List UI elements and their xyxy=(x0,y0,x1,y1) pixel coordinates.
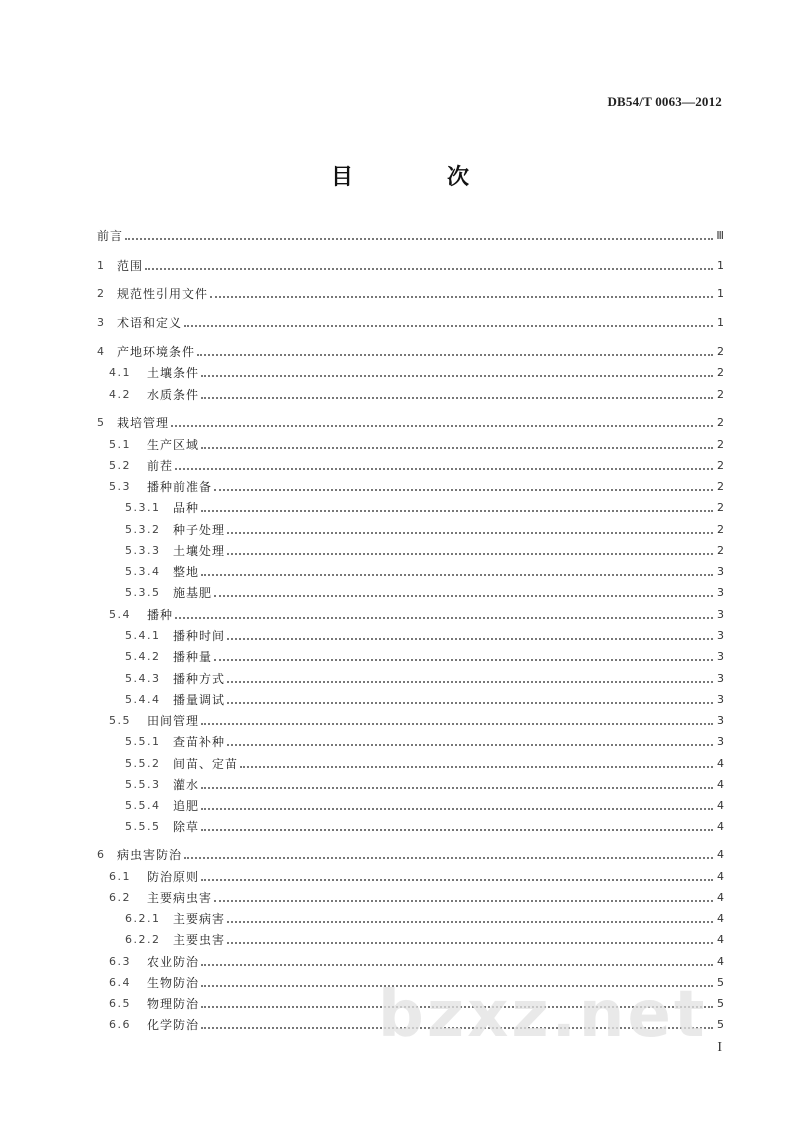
toc-entry-page: 3 xyxy=(717,650,724,663)
toc-entry-title: 田间管理 xyxy=(147,714,200,728)
toc-leader-dots xyxy=(201,707,713,725)
toc-leader-dots xyxy=(227,665,713,683)
toc-leader-dots xyxy=(175,452,713,470)
toc-entry-number: 6.5 xyxy=(109,997,131,1010)
toc-entry-page: 3 xyxy=(717,629,724,642)
toc-entry-title: 范围 xyxy=(117,259,144,273)
toc-entry[interactable] xyxy=(97,543,724,559)
toc-entry-number: 5.5 xyxy=(109,714,131,727)
toc-entry-page: 3 xyxy=(717,672,724,685)
toc-entry-number: 5.3.4 xyxy=(125,565,161,578)
toc-entry-number: 4.1 xyxy=(109,366,131,379)
toc-entry[interactable] xyxy=(97,847,724,863)
toc-entry-number: 5 xyxy=(97,416,106,429)
toc-entry-page: 1 xyxy=(717,259,724,272)
toc-leader-dots xyxy=(227,537,713,555)
toc-entry-page: 4 xyxy=(717,912,724,925)
toc-entry-number: 5.1 xyxy=(109,438,131,451)
toc-leader-dots xyxy=(214,884,713,902)
toc-leader-dots xyxy=(201,359,713,377)
toc-entry[interactable] xyxy=(97,819,724,835)
toc-entry-page: 3 xyxy=(717,735,724,748)
toc-leader-dots xyxy=(201,990,713,1008)
toc-entry[interactable] xyxy=(97,671,724,687)
toc-entry-page: 2 xyxy=(717,366,724,379)
toc-entry[interactable] xyxy=(97,1017,724,1033)
toc-entry-page: 3 xyxy=(717,586,724,599)
toc-entry-title: 生物防治 xyxy=(147,976,200,990)
toc-entry-page: 2 xyxy=(717,523,724,536)
toc-leader-dots xyxy=(184,841,713,859)
toc-entry-number: 5.3.2 xyxy=(125,523,161,536)
toc-entry-page: 2 xyxy=(717,416,724,429)
toc-leader-dots xyxy=(214,473,713,491)
toc-entry-number: 5.3.5 xyxy=(125,586,161,599)
toc-leader-dots xyxy=(201,381,713,399)
toc-entry[interactable] xyxy=(97,890,724,906)
toc-entry-number: 6.6 xyxy=(109,1018,131,1031)
toc-entry[interactable] xyxy=(97,954,724,970)
toc-entry-title: 术语和定义 xyxy=(117,316,183,330)
toc-entry-title: 播量调试 xyxy=(173,693,226,707)
toc-entry-number: 4 xyxy=(97,345,106,358)
toc-leader-dots xyxy=(201,771,713,789)
toc-entry-page: 5 xyxy=(717,997,724,1010)
toc-leader-dots xyxy=(171,409,713,427)
toc-entry-page: 1 xyxy=(717,316,724,329)
toc-entry-page: 4 xyxy=(717,820,724,833)
toc-leader-dots xyxy=(214,579,713,597)
toc-entry-page: Ⅲ xyxy=(716,229,724,242)
toc-leader-dots xyxy=(227,686,713,704)
toc-entry[interactable] xyxy=(97,932,724,948)
toc-leader-dots xyxy=(201,1011,713,1029)
toc-entry-number: 5.4.3 xyxy=(125,672,161,685)
toc-leader-dots xyxy=(201,863,713,881)
toc-entry[interactable] xyxy=(97,975,724,991)
toc-entry-page: 2 xyxy=(717,388,724,401)
toc-leader-dots xyxy=(125,222,713,240)
toc-entry-title: 土壤条件 xyxy=(147,366,200,380)
toc-entry-page: 5 xyxy=(717,976,724,989)
toc-entry[interactable] xyxy=(97,458,724,474)
toc-leader-dots xyxy=(227,926,713,944)
toc-entry-number: 5.5.4 xyxy=(125,799,161,812)
toc-leader-dots xyxy=(210,280,713,298)
toc-entry[interactable] xyxy=(97,756,724,772)
toc-entry-page: 2 xyxy=(717,459,724,472)
toc-entry-title: 规范性引用文件 xyxy=(117,287,209,301)
toc-leader-dots xyxy=(184,309,713,327)
toc-entry-page: 3 xyxy=(717,565,724,578)
toc-entry[interactable] xyxy=(97,344,724,360)
toc-entry[interactable] xyxy=(97,228,724,244)
toc-entry-page: 4 xyxy=(717,799,724,812)
toc-entry-number: 5.3.3 xyxy=(125,544,161,557)
toc-entry-page: 2 xyxy=(717,480,724,493)
toc-entry-page: 5 xyxy=(717,1018,724,1031)
toc-leader-dots xyxy=(201,431,713,449)
toc-entry-title: 播种时间 xyxy=(173,629,226,643)
toc-entry-page: 1 xyxy=(717,287,724,300)
toc-entry-title: 物理防治 xyxy=(147,997,200,1011)
toc-entry-number: 5.4.4 xyxy=(125,693,161,706)
toc-entry[interactable] xyxy=(97,734,724,750)
toc-entry[interactable] xyxy=(97,365,724,381)
toc-entry-number: 5.4 xyxy=(109,608,131,621)
toc-entry-number: 6.2.2 xyxy=(125,933,161,946)
toc-entry-number: 4.2 xyxy=(109,388,131,401)
toc-entry[interactable] xyxy=(97,607,724,623)
toc-entry-title: 农业防治 xyxy=(147,955,200,969)
toc-entry-page: 3 xyxy=(717,693,724,706)
toc-entry-title: 播种方式 xyxy=(173,672,226,686)
toc-entry-title: 水质条件 xyxy=(147,388,200,402)
toc-entry-title: 播种量 xyxy=(173,650,213,664)
page-number: I xyxy=(717,1040,722,1055)
toc-entry-title: 主要病害 xyxy=(173,912,226,926)
toc-entry-number: 5.5.1 xyxy=(125,735,161,748)
toc-entry-page: 4 xyxy=(717,955,724,968)
toc-entry-page: 2 xyxy=(717,345,724,358)
toc-entry[interactable] xyxy=(97,315,724,331)
toc-entry-number: 5.5.5 xyxy=(125,820,161,833)
toc-entry-title: 化学防治 xyxy=(147,1018,200,1032)
toc-entry[interactable] xyxy=(97,479,724,495)
toc-entry[interactable] xyxy=(97,798,724,814)
toc-entry-number: 6.1 xyxy=(109,870,131,883)
toc-leader-dots xyxy=(240,750,713,768)
toc-entry[interactable] xyxy=(97,387,724,403)
toc-entry-number: 5.4.1 xyxy=(125,629,161,642)
toc-entry-page: 2 xyxy=(717,544,724,557)
toc-entry-number: 5.3.1 xyxy=(125,501,161,514)
page-title: 目 次 xyxy=(330,165,505,190)
toc-entry-page: 2 xyxy=(717,438,724,451)
toc-entry-page: 4 xyxy=(717,870,724,883)
toc-entry-number: 2 xyxy=(97,287,106,300)
toc-entry[interactable] xyxy=(97,911,724,927)
toc-leader-dots xyxy=(197,338,713,356)
toc-entry-title: 生产区域 xyxy=(147,438,200,452)
toc-entry[interactable] xyxy=(97,564,724,580)
toc-entry-number: 6.3 xyxy=(109,955,131,968)
toc-entry-number: 5.5.2 xyxy=(125,757,161,770)
toc-entry-title: 灌水 xyxy=(173,778,200,792)
toc-entry[interactable] xyxy=(97,777,724,793)
toc-entry-number: 5.4.2 xyxy=(125,650,161,663)
toc-entry-title: 土壤处理 xyxy=(173,544,226,558)
toc-entry-page: 3 xyxy=(717,608,724,621)
toc-entry-title: 播种前准备 xyxy=(147,480,213,494)
toc-leader-dots xyxy=(201,969,713,987)
toc-entry-number: 3 xyxy=(97,316,106,329)
toc-entry-number: 6 xyxy=(97,848,106,861)
toc-entry-title: 追肥 xyxy=(173,799,200,813)
toc-entry[interactable] xyxy=(97,692,724,708)
toc-entry-page: 4 xyxy=(717,891,724,904)
toc-entry-number: 6.2 xyxy=(109,891,131,904)
toc-entry-title: 主要病虫害 xyxy=(147,891,213,905)
toc-entry-title: 间苗、定苗 xyxy=(173,757,239,771)
toc-leader-dots xyxy=(201,558,713,576)
toc-entry[interactable] xyxy=(97,649,724,665)
toc-leader-dots xyxy=(214,643,713,661)
toc-entry-page: 4 xyxy=(717,933,724,946)
toc-entry-title: 查苗补种 xyxy=(173,735,226,749)
toc-entry-title: 前茬 xyxy=(147,459,174,473)
toc-entry-title: 播种 xyxy=(147,608,174,622)
toc-leader-dots xyxy=(227,728,713,746)
toc-entry[interactable] xyxy=(97,437,724,453)
toc-entry-title: 病虫害防治 xyxy=(117,848,183,862)
toc-entry[interactable] xyxy=(97,286,724,302)
toc-entry-number: 5.5.3 xyxy=(125,778,161,791)
toc-entry-number: 5.2 xyxy=(109,459,131,472)
toc-leader-dots xyxy=(201,813,713,831)
toc-entry[interactable] xyxy=(97,628,724,644)
toc-leader-dots xyxy=(145,252,713,270)
toc-entry[interactable] xyxy=(97,713,724,729)
toc-leader-dots xyxy=(201,948,713,966)
toc-entry-title: 栽培管理 xyxy=(117,416,170,430)
toc-entry-title: 防治原则 xyxy=(147,870,200,884)
toc-entry-title: 除草 xyxy=(173,820,200,834)
toc-entry[interactable] xyxy=(97,996,724,1012)
toc-entry[interactable] xyxy=(97,500,724,516)
toc-entry-page: 4 xyxy=(717,778,724,791)
toc-entry-number: 1 xyxy=(97,259,106,272)
toc-entry[interactable] xyxy=(97,585,724,601)
toc-leader-dots xyxy=(201,494,713,512)
toc-entry-title: 整地 xyxy=(173,565,200,579)
toc-leader-dots xyxy=(175,601,713,619)
toc-entry-title: 施基肥 xyxy=(173,586,213,600)
toc-entry-title: 前言 xyxy=(97,229,124,243)
toc-entry-number: 5.3 xyxy=(109,480,131,493)
toc-entry-page: 4 xyxy=(717,757,724,770)
toc-entry-title: 主要虫害 xyxy=(173,933,226,947)
toc-entry[interactable] xyxy=(97,258,724,274)
toc-leader-dots xyxy=(227,622,713,640)
watermark: bzxz.net xyxy=(378,978,708,1052)
toc-entry[interactable] xyxy=(97,869,724,885)
toc-entry-title: 种子处理 xyxy=(173,523,226,537)
toc-leader-dots xyxy=(201,792,713,810)
toc-entry-page: 4 xyxy=(717,848,724,861)
standard-code: DB54/T 0063—2012 xyxy=(607,94,722,109)
toc-entry[interactable] xyxy=(97,522,724,538)
toc-entry-number: 6.4 xyxy=(109,976,131,989)
toc-entry-title: 品种 xyxy=(173,501,200,515)
toc-entry[interactable] xyxy=(97,415,724,431)
toc-entry-page: 3 xyxy=(717,714,724,727)
toc-entry-title: 产地环境条件 xyxy=(117,345,196,359)
toc-leader-dots xyxy=(227,905,713,923)
toc-entry-number: 6.2.1 xyxy=(125,912,161,925)
toc-entry-page: 2 xyxy=(717,501,724,514)
toc-leader-dots xyxy=(227,516,713,534)
